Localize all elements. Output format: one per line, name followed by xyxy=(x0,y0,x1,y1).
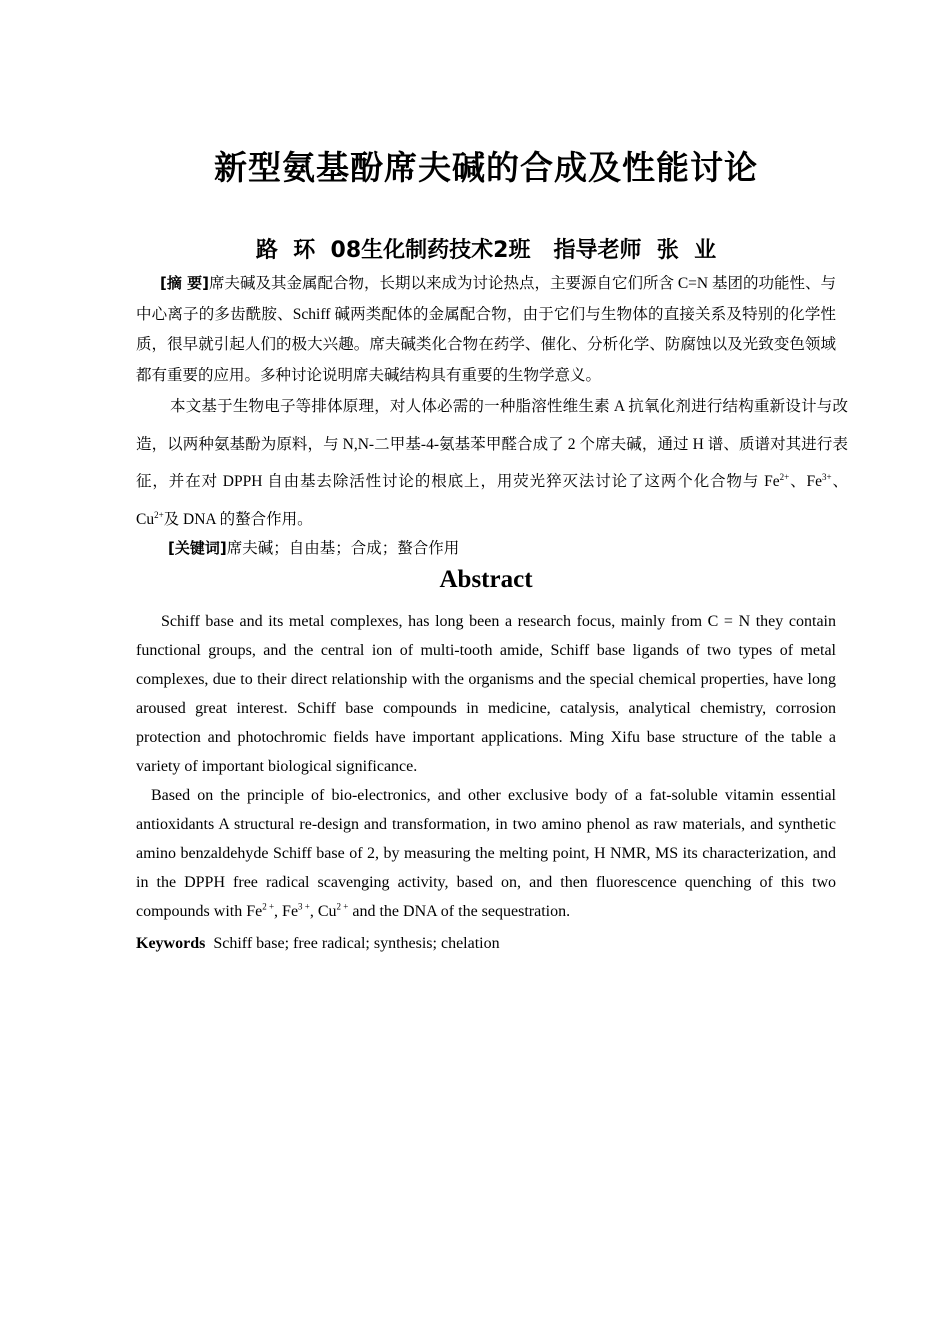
chinese-keywords-label: [关键词] xyxy=(168,539,227,557)
paper-title: 新型氨基酚席夫碱的合成及性能讨论 xyxy=(214,148,758,187)
english-keywords-text: Schiff base; free radical; synthesis; chelation xyxy=(213,935,500,952)
ion-fe2: $Fe^{2+}$、 xyxy=(764,471,807,490)
chinese-abstract-paragraph xyxy=(136,268,836,391)
ion-cu2: $Cu^{2+}$ xyxy=(136,509,164,528)
english-abstract-paragraph-2 xyxy=(136,781,836,926)
ion-fe3: $Fe^{3+}$、 xyxy=(806,471,848,490)
chinese-keywords-text: 席夫碱；自由基；合成；螯合作用 xyxy=(226,540,460,557)
author-line: 路 环 08生化制药技术2班 指导老师 张 业 xyxy=(255,238,717,263)
english-abstract-para2-end: and the DNA of the sequestration. xyxy=(348,903,571,920)
chinese-keywords xyxy=(136,534,868,563)
en-ion-fe2: $Fe^{2 +}$, xyxy=(246,901,283,920)
chinese-abstract-paragraph-2 xyxy=(136,388,848,538)
chinese-abstract-text: 席夫碱及其金属配合物，长期以来成为讨论热点，主要源自它们所含 C=N 基团的功能性、与中心离子的多齿酰胺、Schiff 碱两类配体的金属配合物，由于它们与生物体的直接关系及特别的化学性质，很早就引起人们的极大兴趣。席夫碱类化合物在药学、催化、分析化学、防腐蚀以及光致变色领域都有重要的应用。多种讨论说明席夫碱结构具有重要的生物学意义。 xyxy=(136,275,836,384)
chinese-abstract-label: [摘 要] xyxy=(160,274,209,292)
chinese-abstract-para2-end: 及 DNA 的螯合作用。 xyxy=(163,510,313,528)
en-ion-cu2: $Cu^{2 +}$ xyxy=(317,901,349,920)
en-ion-fe3: $Fe^{3 +}$, xyxy=(282,901,318,920)
english-keywords xyxy=(136,929,836,958)
chinese-abstract-para2-main: 本文基于生物电子等排体原理，对人体必需的一种脂溶性维生素 A 抗氧化剂进行结构重新设计与改造，以两种氨基酚为原料，与 N,N-二甲基-4-氨基苯甲醛合成了 2 个席夫碱，通过 H 谱、质谱对其进行表征，并在对 DPPH 自由基去除活性讨论的根底上，用荧光猝灭法讨论了这两个化合物与 xyxy=(136,398,848,490)
english-keywords-label: Keywords xyxy=(136,935,206,952)
english-abstract-paragraph-1: Schiff base and its metal complexes, has long been a research focus, mainly from C = N they contain functional groups, and the central ion of multi-tooth amide, Schiff base ligands of two types of metal complexes, due to their direct relationship with the organisms and the special chemical properties, have long aroused great interest. Schiff base compounds in medicine, catalysis, analytical chemistry, corrosion protection and photochromic fields have important applications. Ming Xifu base structure of the table a variety of important biological significance. xyxy=(136,613,836,775)
english-abstract-para2-main: Based on the principle of bio-electronics, and other exclusive body of a fat-soluble vitamin essential antioxidants A structural re-design and transformation, in two amino phenol as raw materials, and synthetic amino benzaldehyde Schiff base of 2, by measuring the melting point, H NMR, MS its characterization, and in the DPPH free radical scavenging activity, based on, and then fluorescence quenching of this two compounds with xyxy=(136,787,836,920)
abstract-heading: Abstract xyxy=(439,566,533,593)
